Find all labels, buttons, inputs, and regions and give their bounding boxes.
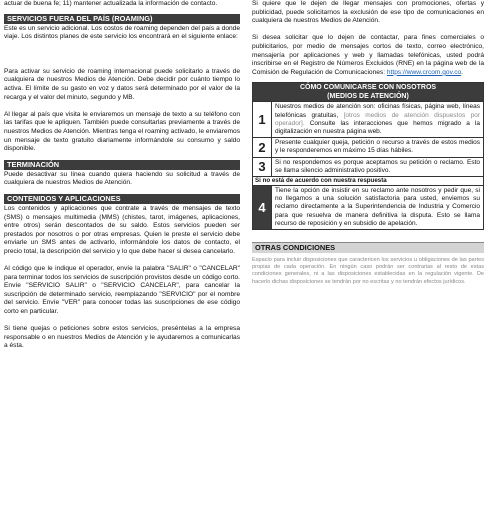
row-text: Presente cualquier queja, petición o recurso a través de estos medios y le responderemos en máximo 15 días hábiles.: [275, 139, 480, 155]
contenidos-paragraph-3: Si tiene quejas o peticiones sobre estos servicios, preséntelas a la empresa responsable o en nuestros Medios de Atención y le ayudaremos a comunicarlas a ésta.: [4, 325, 240, 350]
rne-paragraph: [252, 34, 484, 77]
left-column: [4, 0, 240, 351]
table-row: [253, 157, 484, 176]
disagreement-subheader: Si no está de acuerdo con nuestra respuesta: [253, 176, 484, 185]
contenidos-heading: CONTENIDOS Y APLICACIONES: [4, 194, 240, 204]
terminacion-heading: TERMINACIÓN: [4, 160, 240, 170]
roaming-paragraph-1: Este es un servicio adicional. Los costos de roaming dependen del país a donde viaje. Los distintos planes de este servicio los encontrará en el siguiente enlace:: [4, 24, 240, 41]
contact-table-title: [253, 83, 484, 102]
link-suffix: .: [461, 68, 464, 76]
row-number: 2: [253, 138, 272, 157]
row-number: 3: [253, 157, 272, 176]
otras-condiciones-paragraph: Espacio para incluir disposiciones que caractericen los servicios u obligaciones de las partes propias de cada operación. En ningún caso podrán ser contrarias al resto de estas condiciones generales, ni a las disposiciones establecidas en la regulación vigente. De hacerlo dichas disposiciones se tendrán por no escritas y no tendrán efectos jurídicos.: [252, 256, 484, 285]
row-text-muted: [otros medios de atención dispuestos por operador].: [275, 111, 480, 127]
roaming-paragraph-3: Al llegar al país que visita le enviaremos un mensaje de texto a su teléfono con las tarifas que le apliquen. También puede consultarlas previamente a través de nuestros Medios de Atención. Mientras tenga el roaming activado, le enviaremos un mensaje de texto gratuito diariamente informándole su consumo y saldo disponible.: [4, 110, 240, 153]
table-row: [253, 102, 484, 138]
contact-table: [252, 82, 484, 230]
contact-table-title-line1: CÓMO COMUNICARSE CON NOSOTROS: [299, 84, 437, 92]
otras-condiciones-heading: OTRAS CONDICIONES: [252, 242, 484, 253]
table-row: [253, 185, 484, 229]
promotions-paragraph: Si quiere que le dejen de llegar mensajes con promociones, ofertas y publicidad, puede solicitarnos la exclusión de ese tipo de comunicaciones en cualquiera de nuestros Medios de Atención.: [252, 0, 484, 25]
row-text: Si no respondemos es porque aceptamos su petición o reclamo. Esto se llama silencio administrativo positivo.: [275, 158, 480, 174]
table-row: [253, 138, 484, 157]
row-text-main: Nuestros medios de atención son: oficinas físicas, página web, líneas telefónicas gratuitas,: [275, 103, 480, 119]
roaming-paragraph-2: Para activar su servicio de roaming internacional puede solicitarlo a través de cualquiera de nuestros Medios de Atención. Debe decidir por cuánto tiempo lo activa. El límite de su gasto en voz y datos será determinado por el valor de la recarga y el valor del minuto, segundo y MB.: [4, 67, 240, 101]
row-text: [273, 103, 482, 136]
rne-text: Si desea solicitar que lo dejen de contactar, para fines comerciales o publicitarios, por medio de mensajes cortos de texto, correo electrónico, mensajería por aplicaciones y web y llamadas telefónicas, usted podrá inscribirse en el Registro de Números Excluidos (RNE) en la página web de la Comisión de Regulación de Comunicaciones:: [252, 34, 484, 76]
row-text-secondary: Consulte las interacciones que hemos migrado a la digitalización en nuestra página web.: [275, 119, 480, 135]
intro-fragment: actuar de buena fe; 11) mantener actualizada la información de contacto.: [4, 0, 218, 7]
contact-table-title-line2: (MEDIOS DE ATENCIÓN): [327, 93, 409, 101]
right-column: [252, 0, 484, 286]
contenidos-paragraph-1: Los contenidos y aplicaciones que contrate a través de mensajes de texto (SMS) o mensajes multimedia (MMS) (chistes, tarot, imágenes, aplicaciones, entre otros) serán descontados de su saldo. Estos servicios pueden ser prestados por nosotros o por otras empresas. Quien le preste el servicio debe enviarle un SMS antes de activarlo, informándole los datos de contacto, el precio total, la descripción del servicio y lo que debe hacer si desea cancelarlo.: [4, 204, 240, 255]
terminacion-paragraph: Puede desactivar su línea cuando quiera haciendo su solicitud a través de cualquiera de nuestros Medios de Atención.: [4, 170, 240, 187]
contenidos-paragraph-2: Al código que le indique el operador, envíe la palabra "SALIR" o "CANCELAR" para terminar todos los servicios de suscripción provistos desde un código corto. Envíe "SERVICIO SALIR" o "SERVICIO CANCELAR", para cancelar la suscripción de determinado servicio, reemplazando "SERVICIO" por el nombre del servicio. Envíe "VER" para conocer todas las suscripciones de ese código corto en particular.: [4, 265, 240, 316]
row-number: 1: [253, 102, 272, 138]
crc-link[interactable]: https://www.crcom.gov.co: [386, 68, 462, 76]
roaming-heading: SERVICIOS FUERA DEL PAÍS (ROAMING): [4, 14, 240, 24]
row-number: 4: [253, 185, 272, 229]
row-text: Tiene la opción de insistir en su reclamo ante nosotros y pedir que, si no llegamos a una solución satisfactoria para usted, enviemos su reclamo directamente a la Superintendencia de Industria y Comercio para que resuelva de manera definitiva la disputa. Esto se llama recurso de reposición y en subsidio de apelación.: [275, 186, 480, 227]
